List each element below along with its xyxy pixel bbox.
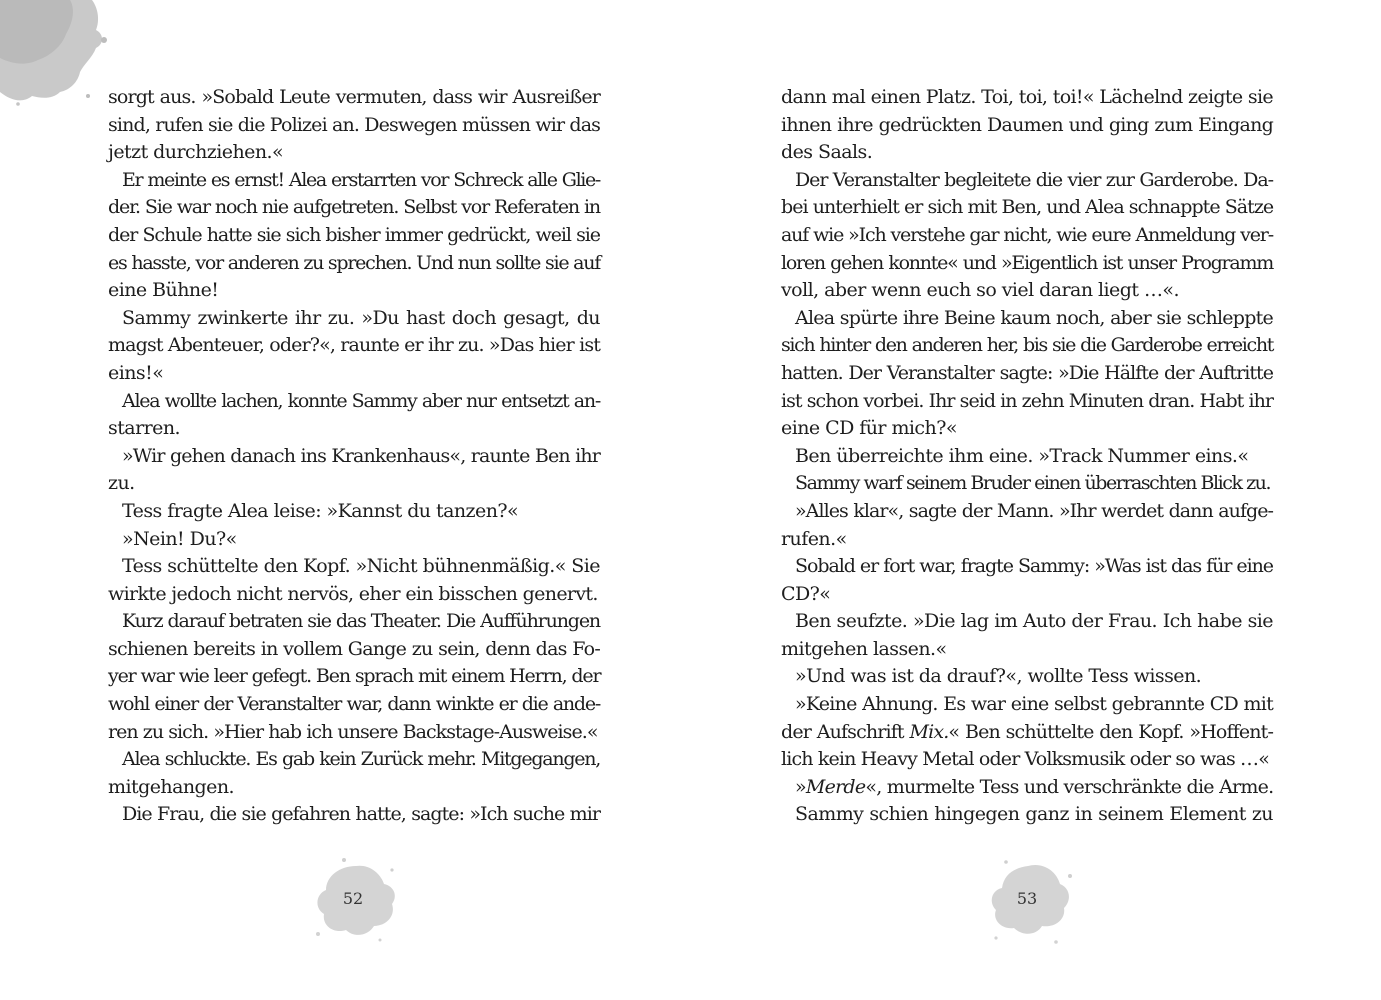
- text-line: ren zu sich. »Hier hab ich unsere Backstage-Ausweise.«: [108, 720, 598, 743]
- text-line: jetzt durchziehen.«: [108, 141, 284, 164]
- text-line: »Wir gehen danach ins Krankenhaus«, raunte Ben ihr: [122, 444, 600, 467]
- text-line: auf wie »Ich verstehe gar nicht, wie eure Anmeldung ver-: [781, 223, 1273, 246]
- text-line: Tess fragte Alea leise: »Kannst du tanzen?«: [122, 499, 519, 522]
- text-line: Sammy zwinkerte ihr zu. »Du hast doch gesagt, du: [122, 306, 600, 329]
- text-line: sorgt aus. »Sobald Leute vermuten, dass wir Ausreißer: [108, 86, 600, 108]
- text-line: wohl einer der Veranstalter war, dann winkte er die ande-: [108, 693, 600, 716]
- text-line: mitgehen lassen.«: [781, 637, 947, 660]
- text-line: eine CD für mich?«: [781, 417, 957, 440]
- text-line: der. Sie war noch nie aufgetreten. Selbst vor Referaten in: [108, 196, 600, 219]
- text-line: »Merde«, murmelte Tess und verschränkte die Arme.: [795, 775, 1274, 798]
- ink-splatter-decoration: [0, 0, 110, 110]
- text-line: ist schon vorbei. Ihr seid in zehn Minuten dran. Habt ihr: [781, 389, 1273, 412]
- text-line: eins!«: [108, 361, 164, 384]
- text-line: zu.: [108, 472, 135, 495]
- text-line: rufen.«: [781, 527, 847, 550]
- text-line: »Alles klar«, sagte der Mann. »Ihr werdet dann aufge-: [795, 499, 1273, 522]
- text-line: hatten. Der Veranstalter sagte: »Die Hälfte der Auftritte: [781, 361, 1273, 384]
- page-number: 52: [342, 889, 364, 908]
- text-line: Alea schluckte. Es gab kein Zurück mehr. Mitgegangen,: [122, 748, 600, 771]
- text-line: Alea spürte ihre Beine kaum noch, aber sie schleppte: [795, 306, 1273, 329]
- text-line: starren.: [108, 417, 180, 440]
- text-line: dann mal einen Platz. Toi, toi, toi!« Lächelnd zeigte sie: [781, 86, 1273, 108]
- text-line: mitgehangen.: [108, 775, 235, 798]
- text-line: yer war wie leer gefegt. Ben sprach mit einem Herrn, der: [108, 665, 601, 688]
- text-line: Ben seufzte. »Die lag im Auto der Frau. Ich habe sie: [795, 610, 1273, 633]
- text-line: sich hinter den anderen her, bis sie die Garderobe erreicht: [781, 334, 1273, 357]
- text-line: Tess schüttelte den Kopf. »Nicht bühnenmäßig.« Sie: [122, 555, 600, 578]
- text-line: der Aufschrift Mix.« Ben schüttelte den Kopf. »Hoffent-: [781, 720, 1274, 743]
- left-page-text: [108, 84, 600, 829]
- text-line: wirkte jedoch nicht nervös, eher ein bisschen genervt.: [108, 582, 598, 605]
- text-line: voll, aber wenn euch so viel daran liegt …«.: [781, 279, 1179, 302]
- text-line: Er meinte es ernst! Alea erstarrten vor Schreck alle Glie-: [122, 168, 600, 191]
- text-line: Alea wollte lachen, konnte Sammy aber nur entsetzt an-: [122, 389, 600, 412]
- text-line: der Schule hatte sie sich bisher immer gedrückt, weil sie: [108, 223, 600, 246]
- text-line: eine Bühne!: [108, 279, 219, 302]
- text-line: Ben überreichte ihm eine. »Track Nummer eins.«: [795, 444, 1249, 467]
- text-line: Sammy warf seinem Bruder einen überraschten Blick zu.: [795, 472, 1271, 495]
- text-line: Sobald er fort war, fragte Sammy: »Was ist das für eine: [795, 555, 1273, 578]
- text-line: sind, rufen sie die Polizei an. Deswegen müssen wir das: [108, 113, 601, 136]
- text-line: Kurz darauf betraten sie das Theater. Die Aufführungen: [122, 610, 600, 633]
- text-line: des Saals.: [781, 141, 873, 164]
- text-line: CD?«: [781, 582, 831, 605]
- text-line: »Keine Ahnung. Es war eine selbst gebrannte CD mit: [795, 693, 1273, 716]
- right-page-text: [781, 84, 1273, 829]
- text-line: ihnen ihre gedrückten Daumen und ging zum Eingang: [781, 113, 1273, 136]
- text-line: es hasste, vor anderen zu sprechen. Und nun sollte sie auf: [108, 251, 600, 274]
- right-page: [690, 0, 1381, 1000]
- text-line: »Nein! Du?«: [122, 527, 237, 550]
- text-line: loren gehen konnte« und »Eigentlich ist unser Programm: [781, 251, 1273, 274]
- text-line: Der Veranstalter begleitete die vier zur Garderobe. Da-: [795, 168, 1273, 191]
- text-line: lich kein Heavy Metal oder Volksmusik oder so was …«: [781, 748, 1269, 771]
- text-line: schienen bereits in vollem Gange zu sein, denn das Fo-: [108, 637, 600, 660]
- page-number: 53: [1016, 889, 1038, 908]
- text-line: Die Frau, die sie gefahren hatte, sagte: »Ich suche mir: [122, 803, 600, 826]
- text-line: magst Abenteuer, oder?«, raunte er ihr zu. »Das hier ist: [108, 334, 600, 357]
- text-line: »Und was ist da drauf?«, wollte Tess wissen.: [795, 665, 1202, 688]
- left-page: [0, 0, 690, 1000]
- text-line: Sammy schien hingegen ganz in seinem Element zu: [795, 803, 1273, 826]
- text-line: bei unterhielt er sich mit Ben, und Alea schnappte Sätze: [781, 196, 1274, 219]
